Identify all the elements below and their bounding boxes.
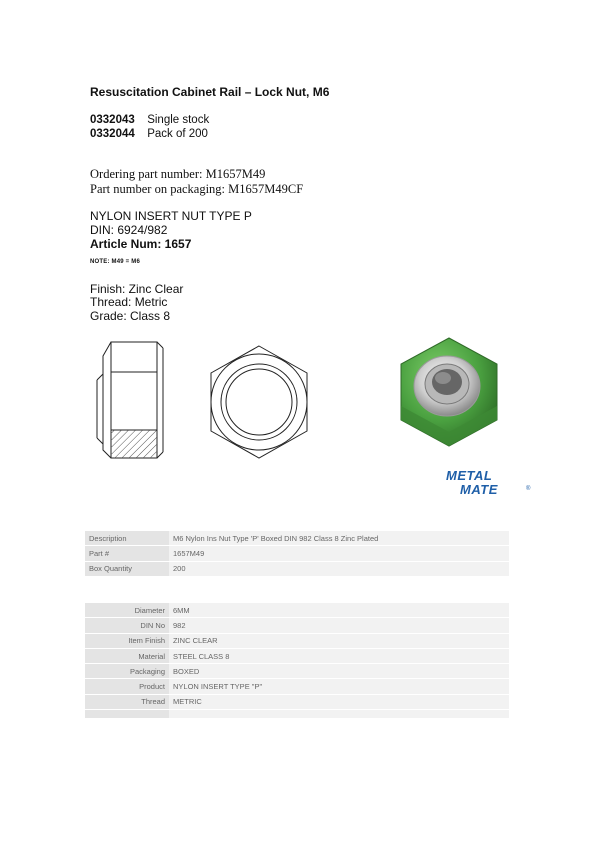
row-value: STEEL CLASS 8 (169, 648, 509, 663)
code-row-pack (90, 128, 208, 140)
row-label: Diameter (85, 603, 169, 618)
specifications-table (85, 603, 509, 719)
product-code: 0332044 (90, 128, 135, 140)
row-value: 200 (169, 561, 509, 576)
row-value: ZINC CLEAR (169, 633, 509, 648)
nut-photo (393, 334, 505, 452)
nut-side-drawing (93, 338, 183, 463)
table-row (85, 561, 509, 576)
spacer-cell (85, 710, 169, 719)
product-code: 0332043 (90, 114, 135, 126)
row-label: Packaging (85, 664, 169, 679)
din-number: DIN: 6924/982 (90, 223, 168, 237)
logo-line1: METAL (446, 468, 493, 483)
table-spacer-row (85, 710, 509, 719)
page-title: Resuscitation Cabinet Rail – Lock Nut, M6 (90, 85, 330, 99)
finish: Finish: Zinc Clear (90, 282, 184, 296)
table-row (85, 546, 509, 561)
row-label: Product (85, 679, 169, 694)
spacer-cell (169, 710, 509, 719)
table-row (85, 603, 509, 618)
row-label: DIN No (85, 618, 169, 633)
row-value: M6 Nylon Ins Nut Type 'P' Boxed DIN 982 Class 8 Zinc Plated (169, 531, 509, 546)
row-label: Item Finish (85, 633, 169, 648)
table-row (85, 618, 509, 633)
logo-line2: MATE (460, 482, 498, 496)
code-row-single (90, 114, 209, 126)
grade: Grade: Class 8 (90, 309, 171, 323)
row-value: NYLON INSERT TYPE "P" (169, 679, 509, 694)
row-label: Description (85, 531, 169, 546)
row-value: BOXED (169, 664, 509, 679)
logo-mark: ® (526, 486, 531, 492)
thread: Thread: Metric (90, 295, 168, 309)
product-code-desc: Pack of 200 (147, 128, 208, 140)
row-value: 982 (169, 618, 509, 633)
row-value: METRIC (169, 694, 509, 709)
article-number: Article Num: 1657 (90, 237, 192, 251)
product-info-table (85, 531, 509, 577)
product-type: NYLON INSERT NUT TYPE P (90, 209, 252, 223)
metal-mate-logo (446, 468, 534, 496)
table-row (85, 679, 509, 694)
ordering-part-number: Ordering part number: M1657M49 (90, 167, 266, 181)
row-label: Material (85, 648, 169, 663)
table-row (85, 648, 509, 663)
table-row (85, 633, 509, 648)
table-row (85, 694, 509, 709)
table-row (85, 664, 509, 679)
nut-top-drawing (205, 342, 313, 462)
row-label: Box Quantity (85, 561, 169, 576)
note: NOTE: M49 = M6 (90, 259, 140, 265)
row-label: Part # (85, 546, 169, 561)
row-value: 1657M49 (169, 546, 509, 561)
product-code-desc: Single stock (147, 114, 210, 126)
row-label: Thread (85, 694, 169, 709)
packaging-part-number: Part number on packaging: M1657M49CF (90, 182, 304, 196)
row-value: 6MM (169, 603, 509, 618)
table-row (85, 531, 509, 546)
